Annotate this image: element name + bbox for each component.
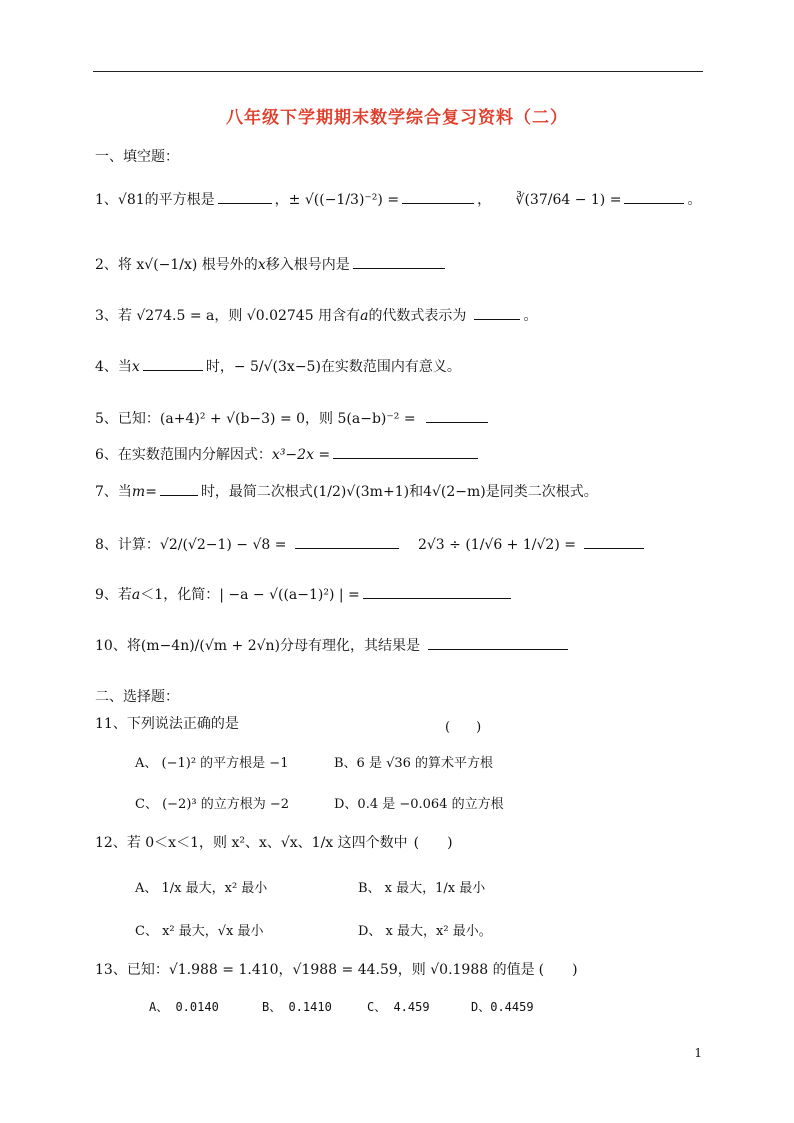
question-1: [95, 189, 701, 210]
q1-part-c: ，: [477, 192, 492, 208]
q9-part-c: ＜1，化简：: [140, 587, 220, 603]
q8-expression-1: √2/(√2−1) − √8 =: [159, 537, 287, 553]
q5-blank: [426, 408, 488, 423]
q1-part-b: ，± √((−1/3)⁻²) =: [274, 192, 400, 208]
q1-part-e: 。: [687, 192, 702, 208]
q12-stem: 若 0＜x＜1，则 x²、x、√x、1/x 这四个数中: [126, 835, 408, 851]
question-5: [95, 408, 491, 429]
q4-part-a: 当: [117, 359, 132, 375]
q8-blank-1: [295, 534, 399, 549]
q6-number: 6、: [95, 447, 118, 463]
q10-part-a: 将: [126, 638, 141, 654]
q5-part-a: 已知：(a+4)² + √(b−3) = 0，则 5(a−b)⁻² =: [117, 411, 416, 427]
q3-part-a: 若 √274.5 = a，则 √0.02745 用含有: [117, 308, 361, 324]
q4-number: 4、: [95, 359, 118, 375]
q7-number: 7、: [95, 484, 118, 500]
question-3: [95, 305, 537, 326]
q2-var-x: x: [257, 257, 266, 273]
q9-blank: [363, 584, 511, 599]
q13-stem: 已知：√1.988 = 1.410，√1988 = 44.59，则 √0.1988 的值是: [126, 962, 535, 978]
q9-number: 9、: [95, 587, 118, 603]
q9-var-a: a: [131, 587, 141, 603]
q13-option-a: A、 0.0140: [149, 1000, 219, 1014]
q8-part-a: 计算：: [117, 537, 160, 553]
q13-option-d: D、0.4459: [471, 1000, 534, 1014]
q7-radical-2: 4√(2−m): [423, 484, 486, 500]
q3-blank: [474, 305, 520, 320]
q10-expression: (m−4n)/(√m + 2√n): [140, 638, 280, 654]
q6-expression: x³−2x =: [271, 447, 331, 463]
question-4: [95, 356, 461, 377]
q13-answer-paren: ( ): [538, 962, 578, 978]
question-13: [95, 960, 578, 980]
q8-number: 8、: [95, 537, 118, 553]
q7-part-h: 是同类二次根式。: [485, 484, 598, 500]
q7-radical-1: (1/2)√(3m+1): [312, 484, 410, 500]
header-rule: [93, 71, 703, 72]
q7-blank: [160, 481, 198, 496]
q5-number: 5、: [95, 411, 118, 427]
q2-number: 2、: [95, 257, 118, 273]
question-8: [95, 534, 647, 555]
q4-part-c: 时，: [205, 359, 234, 375]
q11-option-a: A、 (−1)² 的平方根是 −1: [135, 756, 289, 771]
q12-number: 12、: [95, 835, 127, 851]
q10-number: 10、: [95, 638, 127, 654]
q8-blank-2: [584, 534, 644, 549]
question-2: [95, 254, 448, 275]
q3-part-c: 的代数式表示为: [368, 308, 467, 324]
section-fill-in: 一、填空题：: [95, 149, 179, 165]
question-12: [95, 833, 453, 853]
q1-blank-3: [624, 189, 684, 204]
q2-part-a: 将 x√(−1/x) 根号外的: [117, 257, 258, 273]
q13-option-b: B、 0.1410: [262, 1000, 332, 1014]
q1-number: 1、: [95, 192, 118, 208]
q3-var-a: a: [360, 308, 369, 324]
q2-part-c: 移入根号内是: [265, 257, 350, 273]
q4-expression: − 5/√(3x−5): [233, 359, 321, 375]
q11-option-b: B、6 是 √36 的算术平方根: [334, 756, 494, 771]
q4-blank: [143, 356, 203, 371]
q12-answer-paren: ( ): [413, 835, 453, 851]
q11-answer-paren: ( ): [445, 720, 482, 735]
q4-var-x: x: [131, 359, 140, 375]
q11-option-d: D、0.4 是 −0.064 的立方根: [334, 797, 504, 812]
question-10: [95, 635, 571, 656]
question-6: [95, 444, 481, 465]
q1-part-a: √81的平方根是: [117, 192, 215, 208]
question-9: [95, 584, 514, 605]
question-11: [95, 714, 239, 734]
q4-part-e: 在实数范围内有意义。: [320, 359, 461, 375]
q9-expression: | −a − √((a−1)²) | =: [219, 587, 360, 603]
q7-equals: =: [145, 484, 157, 500]
q12-option-d: D、 x 最大，x² 最小。: [358, 924, 492, 939]
q1-part-d: ∛(37/64 − 1) =: [515, 192, 622, 208]
q8-expression-2: 2√3 ÷ (1/√6 + 1/√2) =: [417, 537, 576, 553]
q7-var-m: m: [131, 484, 146, 500]
q2-blank: [353, 254, 445, 269]
q12-option-c: C、 x² 最大，√x 最小: [135, 924, 264, 939]
q7-part-d: 时，最简二次根式: [200, 484, 313, 500]
section-multiple-choice: 二、选择题：: [95, 689, 179, 705]
q3-number: 3、: [95, 308, 118, 324]
q1-blank-1: [218, 189, 272, 204]
page-number: 1: [694, 1046, 702, 1060]
q11-number: 11、: [95, 716, 127, 732]
q10-part-c: 分母有理化，其结果是: [280, 638, 420, 654]
q11-option-c: C、 (−2)³ 的立方根为 −2: [135, 797, 290, 812]
q10-blank: [428, 635, 568, 650]
q9-part-a: 若: [117, 587, 132, 603]
q7-and: 和: [409, 484, 424, 500]
q12-option-a: A、 1/x 最大，x² 最小: [135, 881, 268, 896]
q13-number: 13、: [95, 962, 127, 978]
q11-stem: 下列说法正确的是: [126, 716, 239, 732]
q1-blank-2: [402, 189, 474, 204]
q6-part-a: 在实数范围内分解因式：: [117, 447, 272, 463]
q12-option-b: B、 x 最大，1/x 最小: [358, 881, 486, 896]
q3-part-d: 。: [523, 308, 538, 324]
q6-blank: [333, 444, 478, 459]
q7-part-a: 当: [117, 484, 132, 500]
page-title: 八年级下学期期末数学综合复习资料（二）: [226, 108, 568, 128]
question-7: [95, 481, 598, 502]
q13-option-c: C、 4.459: [367, 1000, 430, 1014]
